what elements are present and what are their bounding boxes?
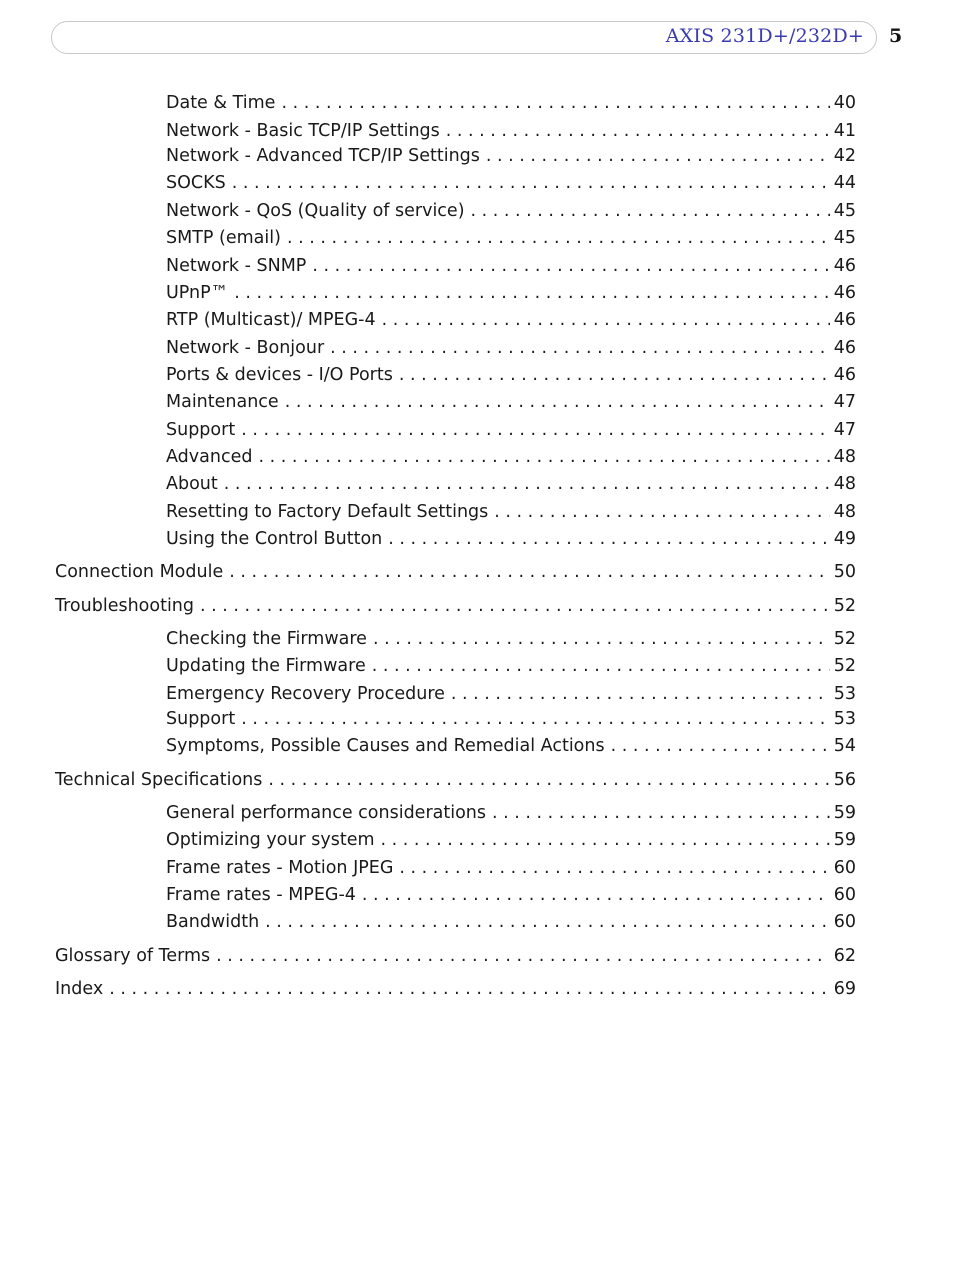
dot-leader xyxy=(312,255,829,277)
toc-entry-label: SMTP (email) xyxy=(166,228,281,248)
dot-leader xyxy=(232,172,830,194)
toc-entry-network-qos[interactable] xyxy=(166,200,856,222)
toc-entry-frame-rates-mpeg4[interactable] xyxy=(166,884,856,906)
toc-entry-page: 45 xyxy=(833,228,856,248)
toc-entry-checking-firmware[interactable] xyxy=(166,628,856,650)
toc-entry-smtp[interactable] xyxy=(166,227,856,249)
toc-entry-frame-rates-mjpeg[interactable] xyxy=(166,857,856,879)
toc-entry-label: General performance considerations xyxy=(166,803,486,823)
toc-entry-resetting[interactable] xyxy=(166,501,856,523)
toc-entry-page: 46 xyxy=(833,310,856,330)
toc-entry-page: 41 xyxy=(833,121,856,141)
toc-entry-network-advanced[interactable] xyxy=(166,145,856,167)
dot-leader xyxy=(372,655,830,677)
toc-entry-label: Index xyxy=(55,979,104,999)
dot-leader xyxy=(486,145,830,167)
toc-entry-page: 59 xyxy=(833,803,856,823)
toc-entry-page: 69 xyxy=(833,979,856,999)
toc-entry-optimizing[interactable] xyxy=(166,829,856,851)
toc-entry-advanced[interactable] xyxy=(166,446,856,468)
toc-entry-label: Checking the Firmware xyxy=(166,629,367,649)
toc-entry-label: Troubleshooting xyxy=(55,596,195,616)
dot-leader xyxy=(109,978,830,1000)
toc-entry-page: 52 xyxy=(833,629,856,649)
toc-entry-label: Network - Advanced TCP/IP Settings xyxy=(166,146,480,166)
toc-entry-page: 53 xyxy=(833,684,856,704)
toc-entry-label: Connection Module xyxy=(55,562,224,582)
toc-entry-glossary[interactable] xyxy=(55,945,856,967)
toc-entry-page: 48 xyxy=(833,502,856,522)
toc-entry-label: Advanced xyxy=(166,447,253,467)
toc-entry-label: Glossary of Terms xyxy=(55,946,211,966)
toc-entry-page: 52 xyxy=(833,596,856,616)
toc-entry-page: 60 xyxy=(833,912,856,932)
page-number: 5 xyxy=(889,25,903,47)
toc-entry-general-performance[interactable] xyxy=(166,802,856,824)
toc-entry-bandwidth[interactable] xyxy=(166,911,856,933)
dot-leader xyxy=(287,227,830,249)
dot-leader xyxy=(216,945,830,967)
toc-entry-page: 46 xyxy=(833,365,856,385)
dot-leader xyxy=(382,309,830,331)
dot-leader xyxy=(234,282,830,304)
toc-entry-date-time[interactable] xyxy=(166,92,856,114)
dot-leader xyxy=(241,419,830,441)
toc-entry-page: 40 xyxy=(833,93,856,113)
document-title: AXIS 231D+/232D+ xyxy=(665,25,864,47)
dot-leader xyxy=(224,473,830,495)
toc-entry-label: Resetting to Factory Default Settings xyxy=(166,502,489,522)
toc-entry-label: Optimizing your system xyxy=(166,830,375,850)
toc-entry-network-snmp[interactable] xyxy=(166,255,856,277)
toc-entry-updating-firmware[interactable] xyxy=(166,655,856,677)
toc-entry-page: 59 xyxy=(833,830,856,850)
toc-entry-page: 52 xyxy=(833,656,856,676)
toc-entry-label: Emergency Recovery Procedure xyxy=(166,684,445,704)
dot-leader xyxy=(471,200,830,222)
toc-entry-label: SOCKS xyxy=(166,173,226,193)
toc-entry-network-basic[interactable] xyxy=(166,120,856,142)
dot-leader xyxy=(399,857,829,879)
toc-entry-ports-devices[interactable] xyxy=(166,364,856,386)
toc-entry-label: UPnP™ xyxy=(166,283,229,303)
toc-entry-label: Frame rates - MPEG-4 xyxy=(166,885,356,905)
toc-entry-page: 60 xyxy=(833,858,856,878)
toc-entry-label: Updating the Firmware xyxy=(166,656,366,676)
dot-leader xyxy=(362,884,830,906)
toc-entry-troubleshooting[interactable] xyxy=(55,595,856,617)
toc-entry-label: Date & Time xyxy=(166,93,276,113)
toc-entry-support-2[interactable] xyxy=(166,708,856,730)
toc-entry-label: Frame rates - Motion JPEG xyxy=(166,858,394,878)
dot-leader xyxy=(200,595,830,617)
toc-entry-page: 49 xyxy=(833,529,856,549)
dot-leader xyxy=(241,708,830,730)
toc-entry-page: 46 xyxy=(833,256,856,276)
toc-entry-page: 48 xyxy=(833,474,856,494)
toc-entry-page: 44 xyxy=(833,173,856,193)
toc-entry-label: RTP (Multicast)/ MPEG-4 xyxy=(166,310,376,330)
toc-entry-label: Support xyxy=(166,709,236,729)
dot-leader xyxy=(330,337,830,359)
toc-entry-page: 46 xyxy=(833,338,856,358)
dot-leader xyxy=(265,911,830,933)
dot-leader xyxy=(494,501,829,523)
toc-entry-emergency-recovery[interactable] xyxy=(166,683,856,705)
toc-entry-technical-specifications[interactable] xyxy=(55,769,856,791)
toc-entry-page: 45 xyxy=(833,201,856,221)
dot-leader xyxy=(381,829,830,851)
toc-entry-label: Maintenance xyxy=(166,392,279,412)
toc-entry-label: Network - Basic TCP/IP Settings xyxy=(166,121,440,141)
toc-entry-index[interactable] xyxy=(55,978,856,1000)
dot-leader xyxy=(373,628,830,650)
toc-entry-page: 47 xyxy=(833,392,856,412)
dot-leader xyxy=(451,683,830,705)
toc-entry-network-bonjour[interactable] xyxy=(166,337,856,359)
toc-entry-page: 48 xyxy=(833,447,856,467)
toc-entry-rtp-multicast[interactable] xyxy=(166,309,856,331)
toc-entry-symptoms[interactable] xyxy=(166,735,856,757)
toc-entry-label: Ports & devices - I/O Ports xyxy=(166,365,393,385)
dot-leader xyxy=(268,769,829,791)
toc-entry-page: 42 xyxy=(833,146,856,166)
toc-entry-control-button[interactable] xyxy=(166,528,856,550)
toc-entry-socks[interactable] xyxy=(166,172,856,194)
toc-entry-label: Symptoms, Possible Causes and Remedial Actions xyxy=(166,736,605,756)
toc-entry-support[interactable] xyxy=(166,419,856,441)
toc-entry-label: Network - Bonjour xyxy=(166,338,325,358)
toc-entry-page: 47 xyxy=(833,420,856,440)
toc-entry-page: 56 xyxy=(833,770,856,790)
dot-leader xyxy=(281,92,829,114)
toc-entry-label: Using the Control Button xyxy=(166,529,383,549)
toc-entry-label: Network - SNMP xyxy=(166,256,307,276)
toc-entry-label: About xyxy=(166,474,218,494)
toc-entry-upnp[interactable] xyxy=(166,282,856,304)
toc-entry-page: 46 xyxy=(833,283,856,303)
toc-entry-page: 54 xyxy=(833,736,856,756)
dot-leader xyxy=(446,120,830,142)
toc-entry-maintenance[interactable] xyxy=(166,391,856,413)
dot-leader xyxy=(399,364,830,386)
toc-entry-page: 62 xyxy=(833,946,856,966)
dot-leader xyxy=(285,391,830,413)
dot-leader xyxy=(611,735,830,757)
toc-entry-about[interactable] xyxy=(166,473,856,495)
toc-entry-label: Network - QoS (Quality of service) xyxy=(166,201,465,221)
toc-entry-label: Support xyxy=(166,420,236,440)
toc-entry-connection-module[interactable] xyxy=(55,561,856,583)
toc-entry-page: 60 xyxy=(833,885,856,905)
dot-leader xyxy=(258,446,829,468)
toc-entry-label: Bandwidth xyxy=(166,912,260,932)
dot-leader xyxy=(492,802,830,824)
toc-entry-page: 53 xyxy=(833,709,856,729)
toc-entry-label: Technical Specifications xyxy=(55,770,263,790)
toc-entry-page: 50 xyxy=(833,562,856,582)
dot-leader xyxy=(388,528,829,550)
dot-leader xyxy=(229,561,830,583)
